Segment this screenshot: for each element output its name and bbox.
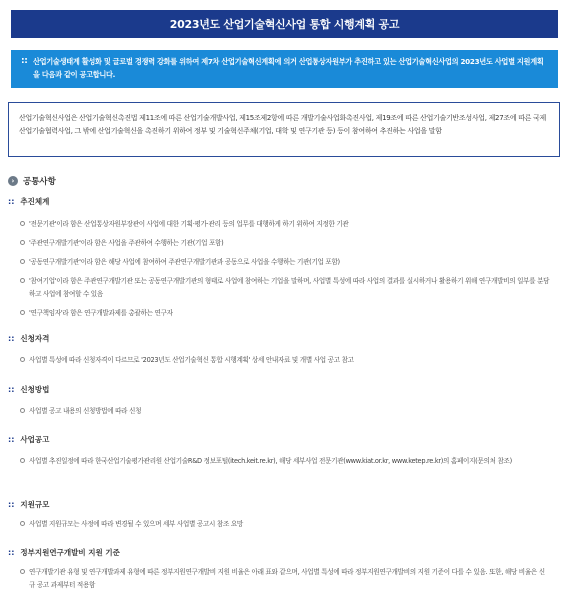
list-item-text: 사업별 추진일정에 따라 한국산업기술평가관리원 산업기술R&D 정보포털(itech.keit.re.kr), 해당 세부사업 전문기관(www.kiat.or.kr, www.ketep.re.kr)의 홈페이지(문의처 참조) xyxy=(29,457,512,465)
list-item-text: 사업별 공고 내용의 신청방법에 따라 신청 xyxy=(29,407,142,415)
intro-text: 산업기술생태계 활성화 및 글로벌 경쟁력 강화를 위하여 제7차 산업기술혁신계획에 의거 산업통상자원부가 추진하고 있는 산업기술혁신사업의 2023년도 사업별 지원계획을 다음과 같이 공고합니다. xyxy=(33,57,544,79)
subsection-marker: :: xyxy=(8,197,15,206)
list-item-text: 사업별 특성에 따라 신청자격이 다르므로 '2023년도 산업기술혁신 통합 시행계획' 상세 안내자료 및 개별 사업 공고 참고 xyxy=(29,356,354,364)
page-title-text: 2023년도 산업기술혁신사업 통합 시행계획 공고 xyxy=(169,18,400,31)
subsection-title: 지원규모 xyxy=(20,500,50,509)
definition-box: 산업기술혁신사업은 산업기술혁신촉진법 제11조에 따른 산업기술개발사업, 제15조제2항에 따른 개발기술사업화촉진사업, 제19조에 따른 산업기술기반조성사업, 제27조에 따른 국제산업기술협력사업, 그 밖에 산업기술혁신을 촉진하기 위하여 정부 및 기술혁신주체(기업, 대학 및 연구기관 등) 등이 참여하여 추진하는 사업을 말함 xyxy=(8,102,560,157)
subsection-title: 신청자격 xyxy=(20,334,50,343)
list-item xyxy=(20,455,550,468)
subsection-marker: :: xyxy=(8,385,15,394)
subsection-heading xyxy=(8,196,49,207)
circle-bullet-icon xyxy=(20,240,25,245)
subsection-title: 정부지원연구개발비 지원 기준 xyxy=(20,548,120,557)
list-item xyxy=(20,218,550,231)
section-heading-common xyxy=(8,175,56,187)
list-item-text: '공동연구개발기관'이라 함은 해당 사업에 참여하여 주관연구개발기관과 공동으로 사업을 수행하는 기관(기업 포함) xyxy=(29,258,340,266)
list-item-text: '주관연구개발기관'이라 함은 사업을 주관하여 수행하는 기관(기업 포함) xyxy=(29,239,224,247)
subsection-marker: :: xyxy=(8,435,15,444)
list-item-text: 연구개발기관 유형 및 연구개발과제 유형에 따른 정부지원연구개발비 지원 비율은 아래 표와 같으며, 사업별 특성에 따라 정부지원연구개발비의 지원 기준이 다를 수 있음. 또한, 해당 비율은 신규 공고 과제부터 적용함 xyxy=(29,568,545,589)
subsection-title: 추진체계 xyxy=(20,197,50,206)
list-item xyxy=(20,518,550,531)
list-item-text: 사업별 지원규모는 사정에 따라 변경될 수 있으며 세부 사업별 공고시 참조 요망 xyxy=(29,520,243,528)
circle-bullet-icon xyxy=(20,357,25,362)
circle-bullet-icon xyxy=(20,310,25,315)
circle-bullet-icon xyxy=(20,259,25,264)
list-item xyxy=(20,237,550,250)
circle-bullet-icon xyxy=(20,569,25,574)
circle-bullet-icon xyxy=(20,521,25,526)
circle-bullet-icon xyxy=(20,278,25,283)
list-item xyxy=(20,566,550,592)
list-item-text: '전문기관'이라 함은 산업통상자원부장관이 사업에 대한 기획·평가·관리 등의 업무를 대행하게 하기 위하여 지정한 기관 xyxy=(29,220,349,228)
list-item-text: '참여기업'이라 함은 주관연구개발기관 또는 공동연구개발기관의 형태로 사업에 참여하는 기업을 말하며, 사업별 특성에 따라 사업의 결과를 실시하거나 활용하기 위해 연구개발비의 일부를 분담하고 사업에 참여할 수 있음 xyxy=(29,277,550,298)
subsection-marker: :: xyxy=(8,548,15,557)
subsection-marker: :: xyxy=(8,500,15,509)
intro-marker: :: xyxy=(21,56,28,66)
list-item-text: '연구책임자'라 함은 연구개발과제를 총괄하는 연구자 xyxy=(29,309,173,317)
list-item xyxy=(20,307,550,320)
subsection-heading xyxy=(8,384,49,395)
subsection-heading xyxy=(8,499,49,510)
subsection-heading xyxy=(8,333,49,344)
subsection-title: 신청방법 xyxy=(20,385,50,394)
circle-bullet-icon xyxy=(20,221,25,226)
subsection-title: 사업공고 xyxy=(20,435,50,444)
circle-bullet-icon xyxy=(20,408,25,413)
section-title: 공통사항 xyxy=(23,177,56,187)
list-item xyxy=(20,275,550,301)
page-title xyxy=(11,10,558,38)
chevron-right-circle-icon: › xyxy=(8,176,18,186)
intro-banner xyxy=(11,50,558,88)
circle-bullet-icon xyxy=(20,458,25,463)
list-item xyxy=(20,405,550,418)
list-item xyxy=(20,354,550,367)
subsection-heading xyxy=(8,434,49,445)
subsection-marker: :: xyxy=(8,334,15,343)
subsection-heading xyxy=(8,547,120,558)
list-item xyxy=(20,256,550,269)
